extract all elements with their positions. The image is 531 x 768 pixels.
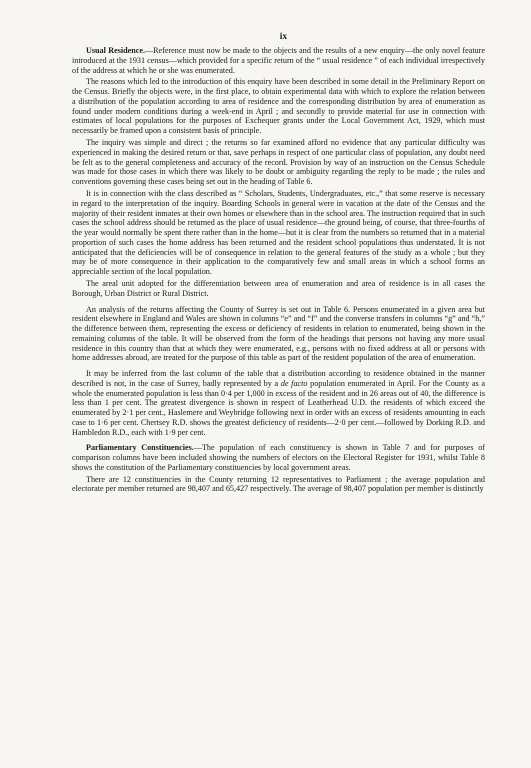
paragraph-inquiry — [72, 138, 485, 187]
paragraph-text: —Reference must now be made to the objects and the results of a new enquiry—the only novel feature introduced at the 1931 census—which provided for a specific return of the “ usual residence ” of each individual irrespectively of the address at which he or she was enumerated. — [72, 46, 485, 75]
paragraph-reasons — [72, 77, 485, 136]
paragraph-text: The areal unit adopted for the differentiation between area of enumeration and area of residence is in all cases the Borough, Urban District or Rural District. — [72, 279, 485, 298]
paragraph-text: The reasons which led to the introduction of this enquiry have been described in some detail in the Preliminary Report on the Census. Briefly the objects were, in the first place, to obtain experimental data with which to explore the relation between a distribution of the population according to area of residence and the corresponding distribution by area of enumeration as found under modern conditions during a week-end in April ; and secondly to provide material for use in connection with estimates of local populations for the purposes of Exchequer grants under the Local Government Act, 1929, which must necessarily be framed upon a consistent basis of principle. — [72, 77, 485, 136]
paragraph-constituency-count — [72, 475, 485, 495]
paragraph-usual-residence — [72, 46, 485, 75]
italic-term: de facto — [280, 378, 308, 388]
paragraph-text-before: It may be inferred from the last column of the table that a distribution according to residence obtained in the manner described is not, in the case of Surrey, badly represented by a — [72, 369, 485, 388]
paragraph-text-after: population enumerated in April. For the County as a whole the enumerated population is less than 0·4 per 1,000 in excess of the resident and in 26 areas out of 40, the difference is less than 1 per cent. The greatest divergence is shown in respect of Leatherhead U.D. the residents of which exceed the enumerated by 2·1 per cent., Haslemere and Weybridge following next in order with an excess of residents amounting in each case to 1·6 per cent. Chertsey R.D. shows the greatest deficiency of residents—2·0 per cent.—followed by Dorking R.D. and Hambledon R.D., each with 1·9 per cent. — [72, 378, 485, 437]
paragraph-analysis — [72, 305, 485, 364]
paragraph-text: —The population of each constituency is shown in Table 7 and for purposes of comparison columns have been included showing the numbers of electors on the Electoral Register for 1931, whilst Table 8 shows the constitution of the Parliamentary constituencies by local government areas. — [72, 443, 485, 472]
paragraph-text: It is in connection with the class described as “ Scholars, Students, Undergraduates, etc.,” that some reserve is necessary in regard to the interpretation of the inquiry. Boarding Schools in general were in vacation at the date of the Census and the majority of their resident inmates at their own homes or elsewhere than in the school area. The instruction required that in such cases the school address should be returned as the place of usual residence—the ground being, of course, that three-fourths of the year would normally be spent there rather than in the home—but it is clear from the numbers so returned that in a material proportion of such cases the home address has been returned and the resident school populations thus understated. It is not anticipated that the deficiencies will be of consequence in relation to the general features of the study as a whole ; but they may be of more consequence in their application to the comparatively few and small areas in which a school forms an appreciable section of the local population. — [72, 189, 485, 277]
section-heading-usual-residence: Usual Residence. — [86, 46, 145, 55]
paragraph-scholars — [72, 189, 485, 277]
page-number: ix — [279, 32, 288, 42]
paragraph-text: There are 12 constituencies in the County returning 12 representatives to Parliament ; the average population and electorate per member returned are 98,407 and 65,427 respectively. The average of 98,407 population per member is distinctly — [72, 474, 485, 494]
section-heading-parliamentary-constituencies: Parliamentary Constituencies. — [86, 443, 194, 453]
paragraph-text: The inquiry was simple and direct ; the returns so far examined afford no evidence that any particular difficulty was experienced in making the desired return or that, save perhaps in respect of one particular class of population, any doubt need be felt as to the general completeness and accuracy of the record. Provision by way of an instruction on the Census Schedule was made for those cases in which there was likely to be doubt or ambiguity regarding the reply to be made ; the rules and conventions governing these cases being set out in the heading of Table 6. — [72, 138, 485, 187]
paragraph-text: An analysis of the returns affecting the County of Surrey is set out in Table 6. Persons enumerated in a given area but resident elsewhere in England and Wales are shown in columns “e” and “f” and the converse transfers in columns “g” and “h,” the difference between them, representing the excess or deficiency of residents in relation to enumerated, being shown in the remaining columns of the table. It will be observed from the form of the headings that persons not having any more usual residence in this country than that at which they were enumerated, e.g., persons with no fixed address at all or persons with home addresses abroad, are treated for the purpose of this table as part of the resident population of the area of enumeration. — [72, 304, 485, 363]
paragraph-areal-unit — [72, 279, 485, 299]
paragraph-parliamentary-constituencies — [72, 443, 485, 472]
paragraph-inference — [72, 369, 485, 437]
